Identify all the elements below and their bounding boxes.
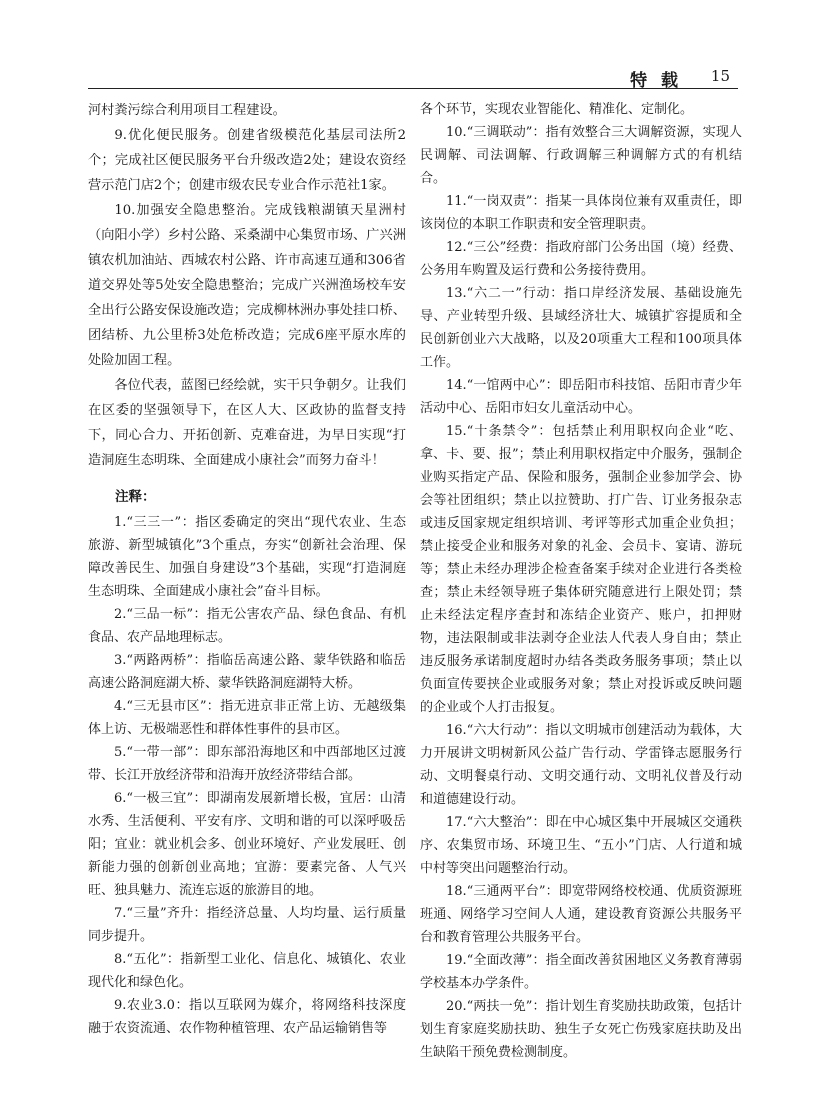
note-item: 16.“六大行动”：指以文明城市创建活动为载体，大力开展讲文明树新风公益广告行动、学雷锋志愿服务行动、文明餐桌行动、文明交通行动、文明礼仪普及行动和道德建设行动。 [420,723,742,807]
note-item: 20.“两扶一免”：指计划生育奖励扶助政策，包括计划生育家庭奖励扶助、独生子女死亡伤残家庭扶助及出生缺陷干预免费检测制度。 [420,999,742,1060]
note-item: 18.“三通两平台”：即宽带网络校校通、优质资源班班通、网络学习空间人人通，建设教育资源公共服务平台和教育管理公共服务平台。 [420,884,742,945]
body-paragraph: 各位代表，蓝图已经绘就，实干只争朝夕。让我们在区委的坚强领导下，在区人大、区政协的监督支持下，同心合力、开拓创新、克难奋进，为早日实现“打造洞庭生态明珠、全面建成小康社会”而努力奋斗！ [88,378,406,468]
body-paragraph: 9.优化便民服务。创建省级模范化基层司法所2个；完成社区便民服务平台升级改造2处；建设农资经营示范门店2个；创建市级农民专业合作示范社1家。 [88,128,406,193]
note-item: 10.“三调联动”：指有效整合三大调解资源，实现人民调解、司法调解、行政调解三种调解方式的有机结合。 [420,125,742,186]
body-paragraph: 河村粪污综合利用项目工程建设。 [88,103,286,118]
note-item: 1.“三三一”：指区委确定的突出“现代农业、生态旅游、新型城镇化”3个重点，夯实“创新社会治理、保障改善民生、加强自身建设”3个基础，实现“打造洞庭生态明珠、全面建成小康社会”奋斗目标。 [88,515,406,599]
note-item: 6.“一极三宜”：即湖南发展新增长极，宜居：山清水秀、生活便利、平安有序、文明和谐的可以深呼吸岳阳；宜业：就业机会多、创业环境好、产业发展旺、创新能力强的创新创业高地；宜游：要素完备、人气兴旺、独具魅力、流连忘返的旅游目的地。 [88,791,406,898]
note-item: 8.“五化”：指新型工业化、信息化、城镇化、农业现代化和绿色化。 [88,952,406,990]
notes-heading: 注释： [115,489,156,505]
left-column [88,98,406,1040]
note-item: 17.“六大整治”：即在中心城区集中开展城区交通秩序、农集贸市场、环境卫生、“五小”门店、人行道和城中村等突出问题整治行动。 [420,815,742,876]
note-item: 12.“三公”经费：指政府部门公务出国（境）经费、公务用车购置及运行费和公务接待费用。 [420,240,742,278]
right-column [420,98,742,1064]
note-item: 13.“六二一”行动：指口岸经济发展、基础设施先导、产业转型升级、县域经济壮大、城镇扩容提质和全民创新创业六大战略，以及20项重大工程和100项具体工作。 [420,286,742,370]
section-title: 特 载 [630,71,682,91]
note-item: 2.“三品一标”：指无公害农产品、绿色食品、有机食品、农产品地理标志。 [88,607,406,645]
page-number: 15 [710,67,730,85]
note-item: 15.“十条禁令”：包括禁止利用职权向企业“吃、拿、卡、要、报”；禁止利用职权指定中介服务，强制企业购买指定产品、保险和服务，强制企业参加学会、协会等社团组织；禁止以拉赞助、打广告、订业务报杂志或违反国家规定组织培训、考评等形式加重企业负担；禁止接受企业和服务对象的礼金、会员卡、宴请、游玩等；禁止未经办理涉企检查备案手续对企业进行各类检查；禁止未经领导班子集体研究随意进行上限处罚；禁止未经法定程序查封和冻结企业资产、账户，扣押财物，违法限制或非法剥夺企业法人代表人身自由；禁止违反服务承诺制度超时办结各类政务服务事项；禁止以负面宣传要挟企业或服务对象；禁止对投诉或反映问题的企业或个人打击报复。 [420,424,742,715]
note-item: 各个环节，实现农业智能化、精准化、定制化。 [420,102,694,117]
page-header [88,60,738,90]
note-item: 14.“一馆两中心”：即岳阳市科技馆、岳阳市青少年活动中心、岳阳市妇女儿童活动中心。 [420,378,742,416]
note-item: 19.“全面改薄”：指全面改善贫困地区义务教育薄弱学校基本办学条件。 [420,953,742,991]
header-rule [88,88,738,89]
note-item: 3.“两路两桥”：指临岳高速公路、蒙华铁路和临岳高速公路洞庭湖大桥、蒙华铁路洞庭湖特大桥。 [88,653,406,691]
note-item: 7.“三量”齐升：指经济总量、人均均量、运行质量同步提升。 [88,906,406,944]
note-item: 4.“三无县市区”：指无进京非正常上访、无越级集体上访、无极端恶性和群体性事件的县市区。 [88,699,406,737]
body-paragraph: 10.加强安全隐患整治。完成钱粮湖镇天星洲村（向阳小学）乡村公路、采桑湖中心集贸市场、广兴洲镇农机加油站、西城农村公路、许市高速互通和306省道交界处等5处安全隐患整治；完成广兴洲渔场校车安全出行公路安保设施改造；完成柳林洲办事处挂口桥、团结桥、九公里桥3处危桥改造；完成6座平原水库的处险加固工程。 [88,203,406,368]
note-item: 11.“一岗双责”：指某一具体岗位兼有双重责任，即该岗位的本职工作职责和安全管理职责。 [420,194,742,232]
note-item: 9.农业3.0：指以互联网为媒介，将网络科技深度融于农资流通、农作物种植管理、农产品运输销售等 [88,998,406,1036]
note-item: 5.“一带一部”：即东部沿海地区和中西部地区过渡带、长江开放经济带和沿海开放经济带结合部。 [88,745,406,783]
